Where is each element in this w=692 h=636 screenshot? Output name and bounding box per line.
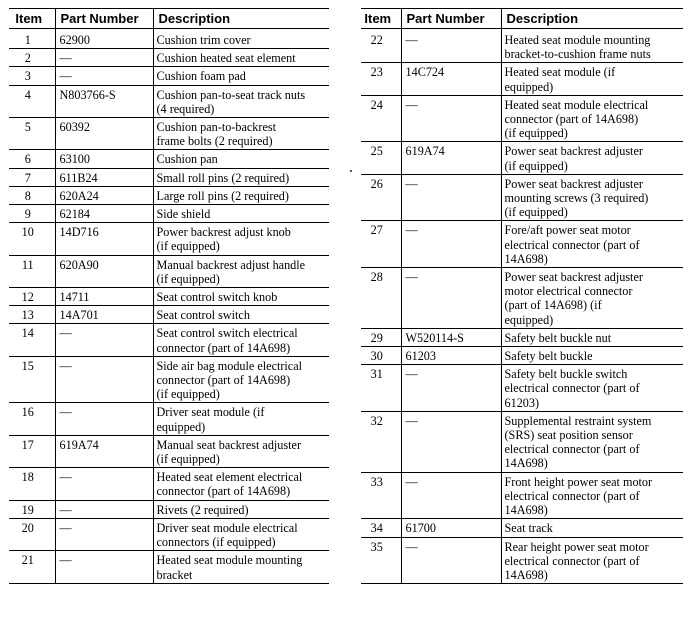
item-number-cell: 9 <box>9 205 55 223</box>
part-number-cell: — <box>55 356 153 403</box>
table-row <box>9 324 329 356</box>
item-number-cell: 8 <box>9 186 55 204</box>
item-number-cell: 13 <box>9 306 55 324</box>
part-number-cell: — <box>55 49 153 67</box>
description-cell: Safety belt buckle nut <box>501 328 683 346</box>
part-number-cell: — <box>401 472 501 519</box>
table-row <box>361 174 683 221</box>
item-number-cell: 18 <box>9 468 55 500</box>
part-number-cell: 620A24 <box>55 186 153 204</box>
item-number-cell: 35 <box>361 537 401 584</box>
table-row <box>9 288 329 306</box>
table-row <box>9 255 329 287</box>
table-row <box>9 306 329 324</box>
description-cell: Heated seat module mounting bracket <box>153 551 329 583</box>
part-number-cell: — <box>55 324 153 356</box>
table-row <box>9 67 329 85</box>
item-number-cell: 26 <box>361 174 401 221</box>
description-cell: Power seat backrest adjuster motor electrical connector (part of 14A698) (if equipped) <box>501 268 683 329</box>
item-number-cell: 4 <box>9 85 55 117</box>
table-row <box>361 142 683 174</box>
table-row <box>361 537 683 584</box>
part-number-cell: — <box>401 537 501 584</box>
table-row <box>361 29 683 63</box>
part-number-cell: 611B24 <box>55 168 153 186</box>
part-number-column-header: Part Number <box>401 9 501 29</box>
item-number-cell: 20 <box>9 518 55 550</box>
item-number-cell: 2 <box>9 49 55 67</box>
description-cell: Safety belt buckle switch electrical connector (part of 61203) <box>501 365 683 412</box>
table-row <box>9 168 329 186</box>
table-row <box>9 518 329 550</box>
description-cell: Manual seat backrest adjuster (if equipped) <box>153 435 329 467</box>
part-number-cell: — <box>55 67 153 85</box>
part-number-cell: 62184 <box>55 205 153 223</box>
description-cell: Supplemental restraint system (SRS) seat position sensor electrical connector (part of 14A698) <box>501 411 683 472</box>
table-row <box>9 223 329 255</box>
description-cell: Safety belt buckle <box>501 347 683 365</box>
part-number-cell: — <box>401 95 501 142</box>
table-row <box>9 186 329 204</box>
part-number-cell: — <box>401 221 501 268</box>
table-row <box>361 365 683 412</box>
part-number-cell: 14D716 <box>55 223 153 255</box>
item-number-cell: 6 <box>9 150 55 168</box>
table-row <box>9 205 329 223</box>
part-number-cell: — <box>55 403 153 435</box>
item-number-cell: 5 <box>9 118 55 150</box>
part-number-cell: 14A701 <box>55 306 153 324</box>
part-number-cell: 60392 <box>55 118 153 150</box>
description-cell: Manual backrest adjust handle (if equipped) <box>153 255 329 287</box>
table-row <box>9 500 329 518</box>
item-number-cell: 7 <box>9 168 55 186</box>
description-column-header: Description <box>153 9 329 29</box>
description-cell: Side shield <box>153 205 329 223</box>
part-number-cell: — <box>401 29 501 63</box>
description-cell: Side air bag module electrical connector (part of 14A698) (if equipped) <box>153 356 329 403</box>
item-number-cell: 21 <box>9 551 55 583</box>
description-cell: Heated seat module (if equipped) <box>501 63 683 95</box>
table-header-row <box>361 9 683 29</box>
part-number-cell: 61203 <box>401 347 501 365</box>
description-cell: Power backrest adjust knob (if equipped) <box>153 223 329 255</box>
part-number-cell: 63100 <box>55 150 153 168</box>
item-number-cell: 28 <box>361 268 401 329</box>
table-row <box>361 95 683 142</box>
description-cell: Rear height power seat motor electrical connector (part of 14A698) <box>501 537 683 584</box>
table-row <box>9 435 329 467</box>
item-number-cell: 14 <box>9 324 55 356</box>
table-row <box>9 118 329 150</box>
parts-table-right-body <box>361 29 683 584</box>
description-cell: Cushion pan-to-seat track nuts (4 required) <box>153 85 329 117</box>
item-column-header: Item <box>9 9 55 29</box>
part-number-cell: — <box>401 411 501 472</box>
item-column-header: Item <box>361 9 401 29</box>
item-number-cell: 34 <box>361 519 401 537</box>
part-number-cell: 14711 <box>55 288 153 306</box>
item-number-cell: 32 <box>361 411 401 472</box>
item-number-cell: 19 <box>9 500 55 518</box>
stray-dot <box>350 170 352 172</box>
item-number-cell: 11 <box>9 255 55 287</box>
description-cell: Seat control switch knob <box>153 288 329 306</box>
table-row <box>361 221 683 268</box>
part-number-cell: — <box>55 500 153 518</box>
description-column-header: Description <box>501 9 683 29</box>
table-row <box>361 268 683 329</box>
item-number-cell: 10 <box>9 223 55 255</box>
table-row <box>9 150 329 168</box>
part-number-cell: — <box>55 518 153 550</box>
table-row <box>361 347 683 365</box>
item-number-cell: 31 <box>361 365 401 412</box>
description-cell: Front height power seat motor electrical connector (part of 14A698) <box>501 472 683 519</box>
description-cell: Power seat backrest adjuster mounting screws (3 required) (if equipped) <box>501 174 683 221</box>
description-cell: Power seat backrest adjuster (if equipped) <box>501 142 683 174</box>
item-number-cell: 29 <box>361 328 401 346</box>
table-row <box>361 411 683 472</box>
parts-table-right <box>361 8 683 584</box>
part-number-cell: — <box>401 174 501 221</box>
table-row <box>361 63 683 95</box>
table-row <box>9 468 329 500</box>
part-number-column-header: Part Number <box>55 9 153 29</box>
item-number-cell: 25 <box>361 142 401 174</box>
description-cell: Heated seat element electrical connector (part of 14A698) <box>153 468 329 500</box>
table-row <box>9 85 329 117</box>
description-cell: Driver seat module electrical connectors (if equipped) <box>153 518 329 550</box>
part-number-cell: 619A74 <box>401 142 501 174</box>
table-row <box>9 356 329 403</box>
description-cell: Seat track <box>501 519 683 537</box>
description-cell: Rivets (2 required) <box>153 500 329 518</box>
part-number-cell: W520114-S <box>401 328 501 346</box>
table-row <box>9 49 329 67</box>
part-number-cell: — <box>55 468 153 500</box>
item-number-cell: 12 <box>9 288 55 306</box>
item-number-cell: 24 <box>361 95 401 142</box>
part-number-cell: — <box>401 365 501 412</box>
item-number-cell: 3 <box>9 67 55 85</box>
item-number-cell: 22 <box>361 29 401 63</box>
table-header-row <box>9 9 329 29</box>
description-cell: Small roll pins (2 required) <box>153 168 329 186</box>
item-number-cell: 30 <box>361 347 401 365</box>
description-cell: Heated seat module mounting bracket-to-cushion frame nuts <box>501 29 683 63</box>
part-number-cell: 62900 <box>55 29 153 49</box>
description-cell: Heated seat module electrical connector (part of 14A698) (if equipped) <box>501 95 683 142</box>
item-number-cell: 27 <box>361 221 401 268</box>
item-number-cell: 15 <box>9 356 55 403</box>
description-cell: Cushion foam pad <box>153 67 329 85</box>
item-number-cell: 23 <box>361 63 401 95</box>
part-number-cell: — <box>55 551 153 583</box>
table-row <box>361 328 683 346</box>
description-cell: Large roll pins (2 required) <box>153 186 329 204</box>
description-cell: Cushion pan <box>153 150 329 168</box>
part-number-cell: N803766-S <box>55 85 153 117</box>
table-row <box>9 551 329 583</box>
description-cell: Cushion pan-to-backrest frame bolts (2 required) <box>153 118 329 150</box>
part-number-cell: — <box>401 268 501 329</box>
parts-table-left-body <box>9 29 329 584</box>
table-row <box>9 403 329 435</box>
description-cell: Seat control switch <box>153 306 329 324</box>
table-row <box>361 519 683 537</box>
part-number-cell: 619A74 <box>55 435 153 467</box>
item-number-cell: 33 <box>361 472 401 519</box>
parts-table-left <box>9 8 329 584</box>
description-cell: Cushion trim cover <box>153 29 329 49</box>
description-cell: Seat control switch electrical connector (part of 14A698) <box>153 324 329 356</box>
item-number-cell: 16 <box>9 403 55 435</box>
description-cell: Driver seat module (if equipped) <box>153 403 329 435</box>
table-row <box>9 29 329 49</box>
item-number-cell: 1 <box>9 29 55 49</box>
part-number-cell: 61700 <box>401 519 501 537</box>
description-cell: Cushion heated seat element <box>153 49 329 67</box>
table-row <box>361 472 683 519</box>
part-number-cell: 14C724 <box>401 63 501 95</box>
item-number-cell: 17 <box>9 435 55 467</box>
part-number-cell: 620A90 <box>55 255 153 287</box>
description-cell: Fore/aft power seat motor electrical connector (part of 14A698) <box>501 221 683 268</box>
